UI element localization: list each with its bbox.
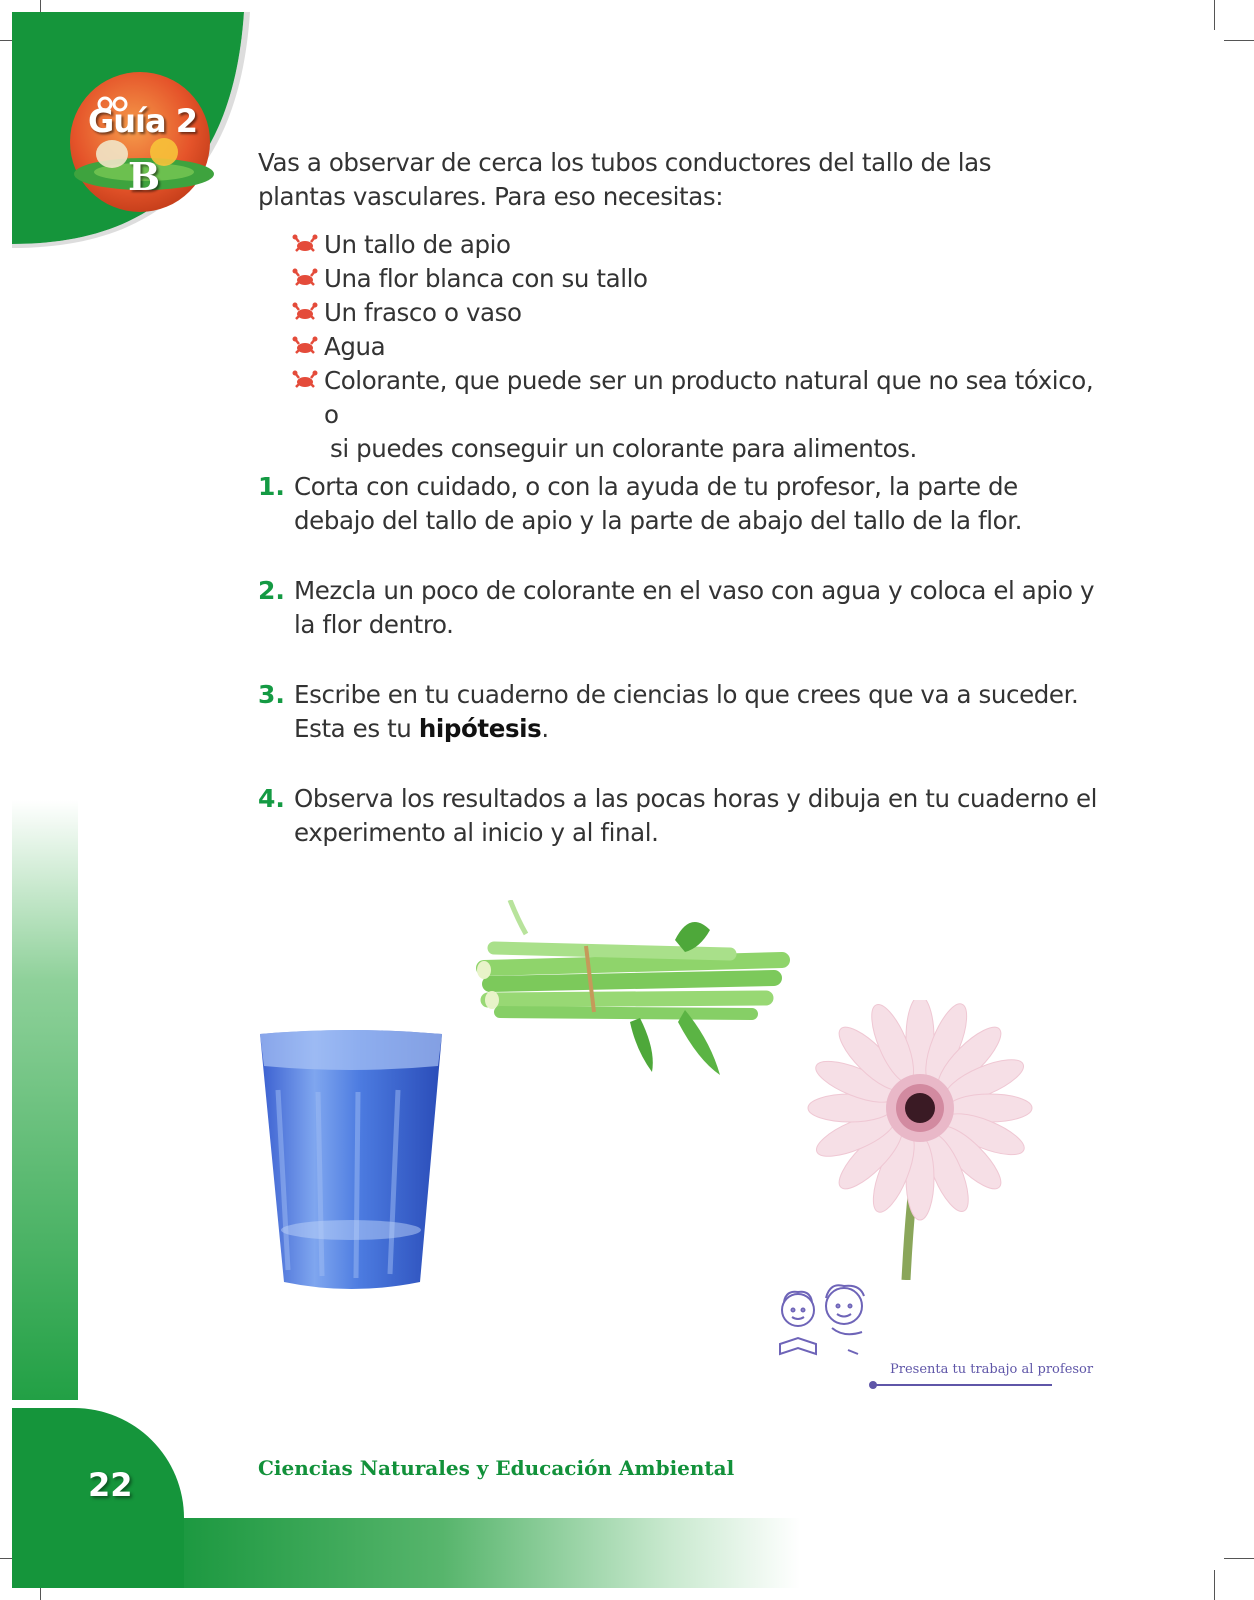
- material-text: Colorante, que puede ser un producto natural que no sea tóxico, o: [324, 366, 1094, 429]
- material-text: Un frasco o vaso: [324, 298, 522, 327]
- step-text-part: .: [541, 714, 549, 743]
- crab-bullet-icon: [292, 268, 318, 288]
- list-item: [292, 296, 1112, 330]
- list-item: [292, 228, 1112, 262]
- presenta-underline: [868, 1380, 1054, 1390]
- presenta-note: Presenta tu trabajo al profesor: [890, 1362, 1094, 1377]
- crab-bullet-icon: [292, 370, 318, 390]
- crab-bullet-icon: [292, 302, 318, 322]
- list-item: [292, 262, 1112, 296]
- guide-badge-title: Guía 2: [88, 102, 198, 140]
- materials-list: [292, 228, 1112, 466]
- bottom-gradient-bar: [150, 1518, 800, 1588]
- guide-badge: [12, 12, 252, 256]
- crab-bullet-icon: [292, 234, 318, 254]
- crop-mark: [1214, 1570, 1215, 1600]
- crop-mark: [1224, 1558, 1254, 1559]
- step-3: [258, 678, 1098, 746]
- blue-glass-icon: [258, 1030, 444, 1294]
- celery-icon: [470, 900, 790, 1090]
- material-text: Un tallo de apio: [324, 230, 511, 259]
- hypothesis-term: hipótesis: [418, 714, 542, 743]
- step-text-part: Escribe en tu cuaderno de ciencias lo que crees que va a suceder. Esta es tu: [294, 680, 1079, 743]
- list-item: [292, 364, 1112, 466]
- step-text: Mezcla un poco de colorante en el vaso con agua y coloca el apio y la flor dentro.: [294, 576, 1095, 639]
- material-text-continued: si puedes conseguir un colorante para alimentos.: [330, 434, 917, 463]
- crop-mark: [1224, 40, 1254, 41]
- step-2: [258, 574, 1098, 642]
- material-text: Agua: [324, 332, 386, 361]
- crab-bullet-icon: [292, 336, 318, 356]
- gerbera-flower-icon: [790, 1000, 1060, 1280]
- guide-badge-letter: B: [128, 154, 161, 199]
- page-number: 22: [88, 1466, 133, 1504]
- step-4: [258, 782, 1098, 850]
- blue-glass-image: [258, 1030, 444, 1294]
- step-text: [294, 678, 1098, 746]
- material-text: Una flor blanca con su tallo: [324, 264, 648, 293]
- step-1: [258, 470, 1098, 538]
- crop-mark: [1214, 0, 1215, 30]
- celery-image: [470, 900, 790, 1090]
- step-text: Corta con cuidado, o con la ayuda de tu profesor, la parte de debajo del tallo de apio y la parte de abajo del tallo de la flor.: [294, 472, 1023, 535]
- intro-paragraph: Vas a observar de cerca los tubos conductores del tallo de las plantas vasculares. Para eso necesitas:: [258, 148, 992, 211]
- kids-illustration: [772, 1280, 882, 1364]
- list-item: [292, 330, 1112, 364]
- kids-reading-icon: [772, 1280, 882, 1364]
- step-number: 3.: [258, 680, 285, 709]
- step-number: 2.: [258, 576, 285, 605]
- book-title: Ciencias Naturales y Educación Ambiental: [258, 1456, 735, 1480]
- left-gradient-bar: [12, 800, 78, 1400]
- step-number: 4.: [258, 784, 285, 813]
- step-text: Observa los resultados a las pocas horas y dibuja en tu cuaderno el experimento al inicio y al final.: [294, 784, 1098, 847]
- step-number: 1.: [258, 472, 285, 501]
- flower-image: [790, 1000, 1060, 1280]
